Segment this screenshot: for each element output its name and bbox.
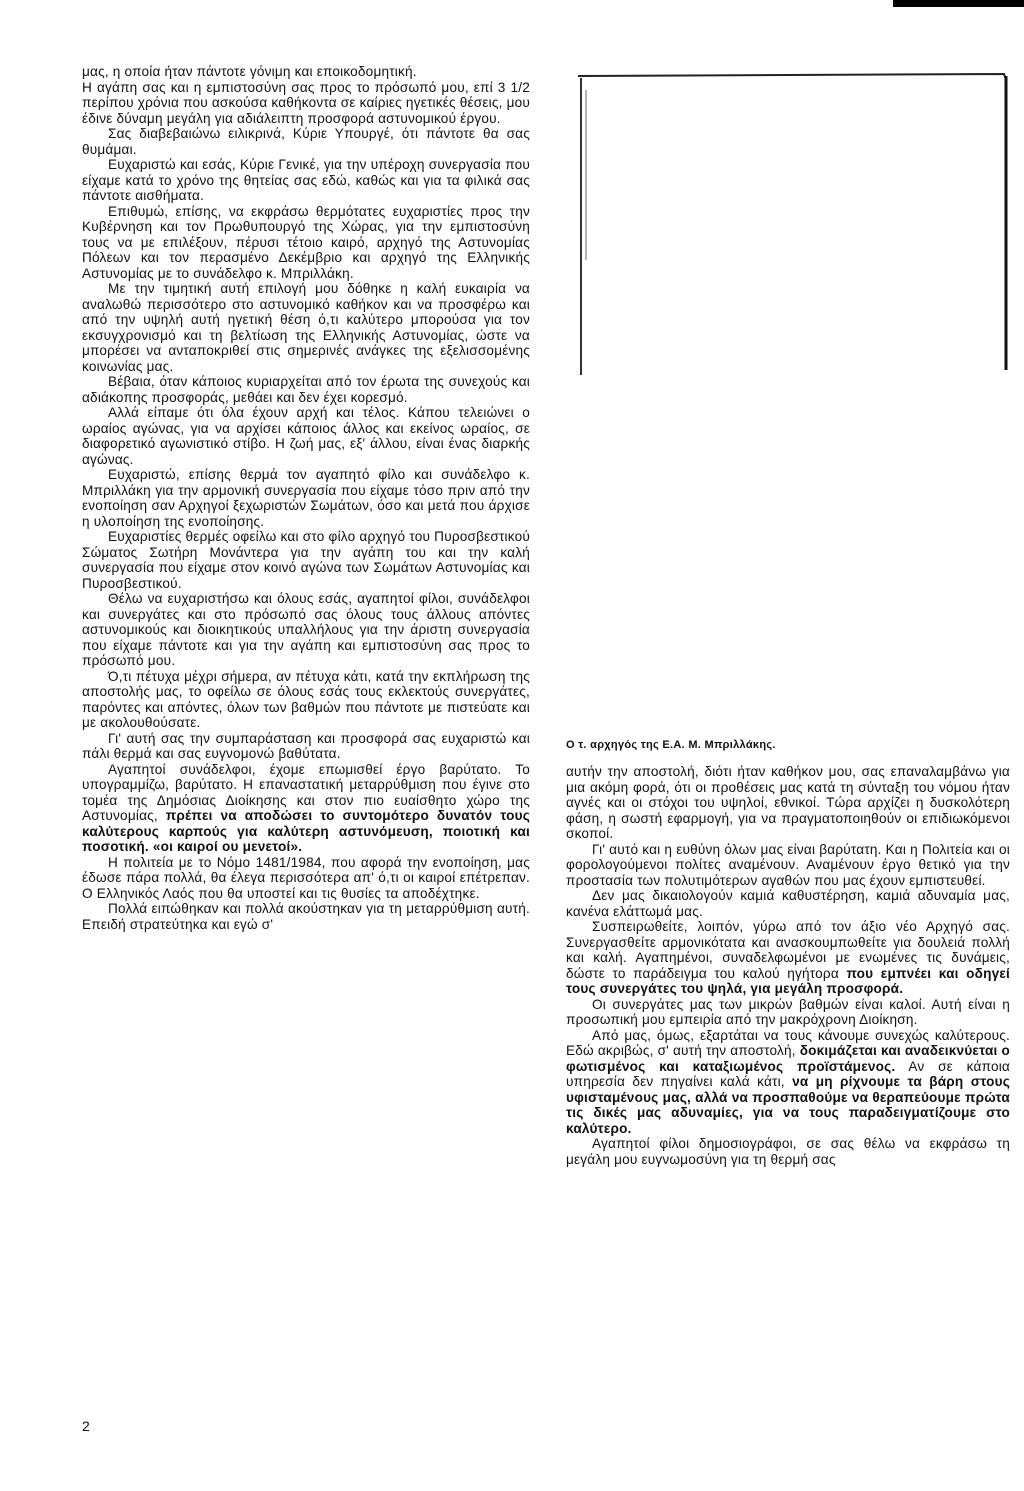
- paragraph: [82, 281, 530, 374]
- paragraph: [566, 842, 1010, 889]
- paragraph-text: μας, η οποία ήταν πάντοτε γόνιμη και εποικοδομητική.: [82, 64, 417, 79]
- paragraph-text: Με την τιμητική αυτή επιλογή μου δόθηκε η καλή ευκαιρία να αναλωθώ περισσότερο στο αστυνομικό καθήκον και να προσφέρω και από την υψηλή αυτή ηγετική θέση ό,τι καλύτερο μπορούσα για τον εκσυγχρονισμό και τη βελτίωση της Ελληνικής Αστυνομίας, ώστε να μπορέσει να ανταποκριθεί στις σημερινές ανάγκες της εξελισσομένης κοινωνίας μας.: [82, 281, 530, 374]
- paragraph-text: Σας διαβεβαιώνω ειλικρινά, Κύριε Υπουργέ, ότι πάντοτε θα σας θυμάμαι.: [82, 126, 530, 157]
- paragraph: [82, 591, 530, 669]
- paragraph-text: Από μας, όμως, εξαρτάται να τους κάνουμε συνεχώς καλύτερους. Εδώ ακριβώς, σ' αυτή την αποστολή,: [566, 1027, 1010, 1058]
- paragraph-text: Θέλω να ευχαριστήσω και όλους εσάς, αγαπητοί φίλοι, συνάδελφοι και συνεργάτες και στο πρόσωπό σας όλους τους άλλους απόντες αστυνομικούς και διοικητικούς υπαλλήλους για την άριστη συνεργασία που είχαμε πάντοτε και για την αγάπη και εμπιστοσύνη σας προς το πρόσωπό μου.: [82, 591, 530, 668]
- paragraph-text: Ό,τι πέτυχα μέχρι σήμερα, αν πέτυχα κάτι, κατά την εκπλήρωση της αποστολής μας, το οφείλω σε όλους εσάς τους εκλεκτούς συνεργάτες, παρόντες και απόντες, όλων των βαθμών που πάντοτε με πιστεύατε και με ακολουθούσατε.: [82, 668, 530, 730]
- paragraph: [566, 919, 1010, 997]
- paragraph: [82, 126, 530, 157]
- paragraph: [82, 762, 530, 855]
- paragraph: [566, 1136, 1010, 1167]
- paragraph: [82, 157, 530, 204]
- paragraph: [82, 731, 530, 762]
- left-text-column: [82, 64, 530, 932]
- paragraph: [82, 204, 530, 282]
- paragraph-text: Αλλά είπαμε ότι όλα έχουν αρχή και τέλος. Κάπου τελειώνει ο ωραίος αγώνας, για να αρχίσει κάποιος άλλος και εκείνος ωραίος, σε διαφορετικό αγωνιστικό στίβο. Η ζωή μας, εξ' άλλου, είναι ένας διαρκής αγώνας.: [82, 405, 530, 467]
- paragraph-text: Οι συνεργάτες μας των μικρών βαθμών είναι καλοί. Αυτή είναι η προσωπική μου εμπειρία από την μακρόχρονη Διοίκηση.: [566, 996, 1010, 1027]
- paragraph-text: Αν σε κάποια υπηρεσία δεν πηγαίνει καλά κάτι,: [566, 1058, 1010, 1089]
- paragraph: [82, 467, 530, 529]
- paragraph-text: Ευχαριστώ και εσάς, Κύριε Γενικέ, για την υπέροχη συνεργασία που είχαμε κατά το χρόνο της θητείας σας εδώ, καθώς και για τα φιλικά σας πάντοτε αισθήματα.: [82, 157, 530, 203]
- right-text-column: [566, 764, 1010, 1167]
- paragraph-text: Δεν μας δικαιολογούν καμιά καθυστέρηση, καμιά αδυναμία μας, κανένα ελάττωμά μας.: [566, 888, 1010, 919]
- paragraph-text: Γι' αυτό και η ευθύνη όλων μας είναι βαρύτατη. Και η Πολιτεία και οι φορολογούμενοι πολίτες αναμένουν. Αναμένουν έργο θετικό για την προστασία των πολυτιμότερων αγαθών που μας έχουν εμπιστευθεί.: [566, 841, 1010, 888]
- paragraph-text: Βέβαια, όταν κάποιος κυριαρχείται από τον έρωτα της συνεχούς και αδιάκοπης προσφοράς, μεθάει και δεν έχει κορεσμό.: [82, 374, 530, 405]
- paragraph-text: Ευχαριστίες θερμές οφείλω και στο φίλο αρχηγό του Πυροσβεστικού Σώματος Σωτήρη Μονάντερα για την αγάπη του και την καλή συνεργασία που είχαμε στον κοινό αγώνα των Σωμάτων Αστυνομίας και Πυροσβεστικού.: [82, 529, 530, 591]
- paragraph: [82, 669, 530, 731]
- bold-text: που εμπνέει και οδηγεί τους συνεργάτες του ψηλά, για μεγάλη προσφορά.: [566, 965, 1010, 996]
- top-edge-bar: [893, 0, 1024, 7]
- paragraph-text: Ευχαριστώ, επίσης θερμά τον αγαπητό φίλο και συνάδελφο κ. Μπριλλάκη για την αρμονική συνεργασία που είχαμε τόσο πριν από την ενοποίηση σαν Αρχηγοί ξεχωριστών Σωμάτων, όσο και μετά που άρχισε η υλοποίηση της ενοποίησης.: [82, 467, 530, 529]
- bold-text: δοκιμάζεται και αναδεικνύεται ο φωτισμένος και καταξιωμένος προϊστάμενος.: [566, 1043, 1010, 1074]
- paragraph: [566, 997, 1010, 1028]
- paragraph-text: Αγαπητοί φίλοι δημοσιογράφοι, σε σας θέλω να εκφράσω τη μεγάλη μου ευγνωμοσύνη για τη θερμή σας: [566, 1136, 1010, 1167]
- paragraph: [82, 901, 530, 932]
- bold-text: πρέπει να αποδώσει το συντομότερο δυνατόν τους καλύτερους καρπούς για καλύτερη αστυνόμευση, ποιοτική και ποσοτική. «οι καιροί ου μενετοί».: [82, 808, 531, 854]
- photo-placeholder: [566, 70, 1010, 730]
- paragraph-text: Επιθυμώ, επίσης, να εκφράσω θερμότατες ευχαριστίες προς την Κυβέρνηση και τον Πρωθυπουργό της Χώρας, για την εμπιστοσύνη τους να με επιλέξουν, πέρυσι τέτοιο καιρό, αρχηγό της Αστυνομίας Πόλεων και τον περασμένο Δεκέμβριο και αρχηγό της Ελληνικής Αστυνομίας με το συνάδελφο κ. Μπριλλάκη.: [82, 203, 530, 281]
- paragraph: [82, 855, 530, 902]
- paragraph-text: Συσπειρωθείτε, λοιπόν, γύρω από τον άξιο νέο Αρχηγό σας. Συνεργασθείτε αρμονικότατα και ανασκουμπωθείτε για δουλειά πολλή και καλή. Αγαπημένοι, συναδελφωμένοι με ενωμένες τις δυνάμεις, δώστε το παράδειγμα του καλού ηγήτορα: [566, 919, 1010, 981]
- paragraph: [566, 1028, 1010, 1137]
- bold-text: να μη ρίχνουμε τα βάρη στους υφισταμένους μας, αλλά να προσπαθούμε να θεραπεύουμε πρώτα τις δικές μας αδυναμίες, για να τους παραδειγματίζουμε στο καλύτερο.: [566, 1074, 1011, 1136]
- paragraph-text: Η πολιτεία με το Νόμο 1481/1984, που αφορά την ενοποίηση, μας έδωσε πάρα πολλά, θα έλεγα περισσότερα απ' ό,τι οι καιροί επέτρεπαν. Ο Ελληνικός Λαός που θα υποστεί και τις θυσίες τα αποδέχτηκε.: [82, 854, 530, 901]
- paragraph-text: Αγαπητοί συνάδελφοι, έχομε επωμισθεί έργο βαρύτατο. Το υπογραμμίζω, βαρύτατο. Η επαναστατική μεταρρύθμιση που έγινε στο τομέα της Δημόσιας Διοίκησης και στον πιο ευαίσθητο χώρο της Αστυνομίας,: [82, 761, 530, 823]
- paragraph: [82, 529, 530, 591]
- paragraph: [566, 764, 1010, 842]
- paragraph: [82, 80, 530, 127]
- page-number: 2: [82, 1418, 90, 1434]
- paragraph-text: Η αγάπη σας και η εμπιστοσύνη σας προς το πρόσωπό μου, επί 3 1/2 περίπου χρόνια που ασκούσα καθήκοντα σε καίριες ηγετικές θέσεις, μου έδινε δύναμη μεγάλη για αδιάλειπτη προσφορά αστυνομικού έργου.: [82, 79, 530, 126]
- paragraph: [82, 64, 530, 80]
- paragraph: [82, 405, 530, 467]
- paragraph: [566, 888, 1010, 919]
- photo-caption: Ο τ. αρχηγός της Ε.Α. Μ. Μπριλλάκης.: [566, 739, 776, 751]
- paragraph: [82, 374, 530, 405]
- paragraph-text: Πολλά ειπώθηκαν και πολλά ακούστηκαν για τη μεταρρύθμιση αυτή. Επειδή στρατεύτηκα και εγώ σ': [82, 901, 530, 932]
- paragraph-text: Γι' αυτή σας την συμπαράσταση και προσφορά σας ευχαριστώ και πάλι θερμά και σας ευγνομονώ βαθύτατα.: [82, 730, 530, 761]
- paragraph-text: αυτήν την αποστολή, διότι ήταν καθήκον μου, σας επαναλαμβάνω για μια ακόμη φορά, ότι οι προθέσεις μας κατά τη σύνταξη του νόμου ήταν αγνές και οι στόχοι του υψηλοί, εθνικοί. Τώρα αρχίζει η δυσκολότερη φάση, η σωστή εφαρμογή, για να πραγματοποιηθούν οι επιδιωκόμενοι σκοποί.: [566, 764, 1010, 841]
